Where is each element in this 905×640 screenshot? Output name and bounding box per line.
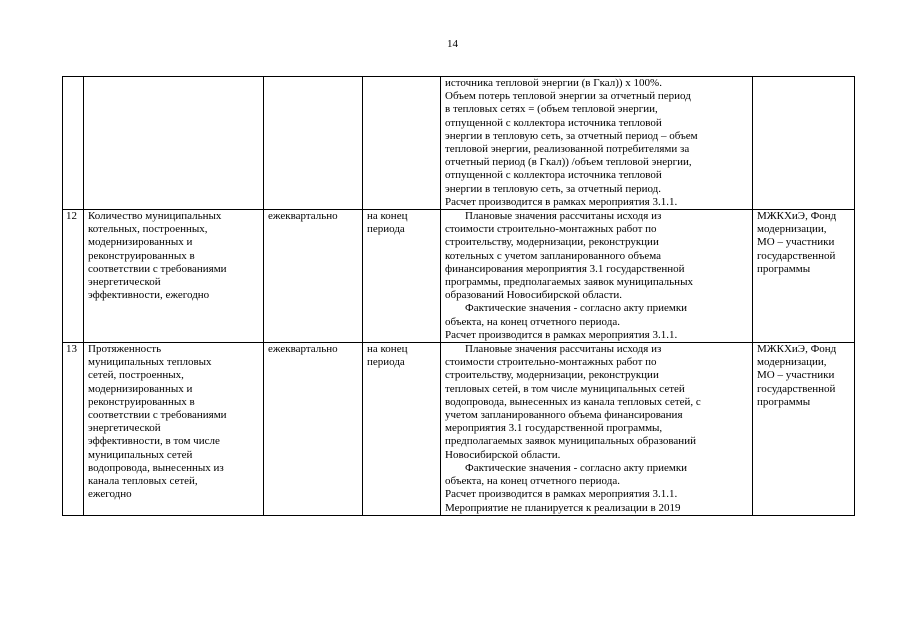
- method-cell-line: программы, предполагаемых заявок муниципальных: [445, 276, 693, 289]
- method-cell-line: Объем потерь тепловой энергии за отчетный период: [445, 90, 691, 103]
- method-cell: [441, 210, 753, 343]
- indicator-name-line: канала тепловых сетей,: [88, 475, 198, 488]
- row-number: 12: [63, 210, 84, 343]
- method-cell-line: объекта, на конец отчетного периода.: [445, 475, 620, 488]
- method-cell-line: Фактические значения - согласно акту приемки: [465, 302, 688, 315]
- responsible-cell-line: модернизации,: [757, 223, 827, 236]
- method-cell: [441, 343, 753, 516]
- responsible-cell-line: МО – участники: [757, 369, 835, 382]
- responsible-cell-line: программы: [757, 262, 811, 275]
- indicator-name-line: водопровода, вынесенных из: [88, 461, 224, 474]
- indicator-name: [84, 343, 264, 516]
- period-cell-line: периода: [367, 223, 405, 236]
- row-number: [63, 77, 84, 210]
- method-cell-line: котельных с учетом запланированного объема: [445, 249, 662, 262]
- method-cell-line: строительству, модернизации, реконструкции: [445, 236, 659, 249]
- indicator-name-line: соответствии с требованиями: [88, 262, 227, 275]
- method-cell: [441, 77, 753, 210]
- period-cell-line: на конец: [367, 343, 408, 356]
- period-cell-line: периода: [367, 356, 405, 369]
- period-cell: [363, 343, 441, 516]
- method-cell-line: объекта, на конец отчетного периода.: [445, 315, 620, 328]
- indicator-name-line: муниципальных тепловых: [88, 356, 212, 369]
- method-cell-line: стоимости строительно-монтажных работ по: [445, 356, 657, 369]
- method-cell-line: отчетный период (в Гкал)) /объем тепловой энергии,: [445, 156, 692, 169]
- method-cell-line: Новосибирской области.: [445, 448, 561, 461]
- indicator-name-line: Количество муниципальных: [88, 210, 222, 223]
- method-cell-line: стоимости строительно-монтажных работ по: [445, 223, 657, 236]
- method-cell-line: энергии в тепловую сеть, за отчетный период – объем: [445, 129, 698, 142]
- method-cell-line: Расчет производится в рамках мероприятия 3.1.1.: [445, 328, 678, 341]
- method-cell-line: Мероприятие не планируется к реализации в 2019: [445, 501, 681, 514]
- table-row: [63, 210, 855, 343]
- method-cell-line: Расчет производится в рамках мероприятия 3.1.1.: [445, 195, 678, 208]
- frequency-cell: [264, 77, 363, 210]
- indicator-name-line: муниципальных сетей: [88, 448, 193, 461]
- responsible-cell-line: государственной: [757, 382, 836, 395]
- responsible-cell: [753, 77, 855, 210]
- method-cell-line: учетом запланированного объема финансирования: [445, 409, 683, 422]
- indicator-name-line: модернизированных и: [88, 236, 193, 249]
- method-cell-line: Фактические значения - согласно акту приемки: [465, 461, 688, 474]
- method-cell-line: отпущенной с коллектора источника тепловой: [445, 116, 662, 129]
- period-cell-line: на конец: [367, 210, 408, 223]
- indicator-name-line: модернизированных и: [88, 382, 193, 395]
- method-cell-line: отпущенной с коллектора источника тепловой: [445, 169, 662, 182]
- method-cell-line: финансирования мероприятия 3.1 государственной: [445, 262, 685, 275]
- method-cell-line: энергии в тепловую сеть, за отчетный период.: [445, 182, 662, 195]
- method-cell-line: в тепловых сетях = (объем тепловой энергии,: [445, 103, 658, 116]
- indicator-name-line: реконструированных в: [88, 395, 195, 408]
- frequency-cell: ежеквартально: [264, 343, 363, 516]
- indicator-name-line: соответствии с требованиями: [88, 409, 227, 422]
- period-cell: [363, 77, 441, 210]
- page-number: 14: [447, 38, 458, 50]
- method-cell-line: образований Новосибирской области.: [445, 289, 623, 302]
- indicator-name-line: сетей, построенных,: [88, 369, 184, 382]
- indicator-name: [84, 210, 264, 343]
- responsible-cell: [753, 343, 855, 516]
- method-cell-line: Плановые значения рассчитаны исходя из: [465, 210, 662, 223]
- period-cell: [363, 210, 441, 343]
- responsible-cell-line: МЖКХиЭ, Фонд: [757, 210, 837, 223]
- method-cell-line: тепловой энергии, реализованной потребителями за: [445, 143, 690, 156]
- indicator-name-line: энергетической: [88, 422, 161, 435]
- method-cell-line: предполагаемых заявок муниципальных образований: [445, 435, 696, 448]
- responsible-cell: [753, 210, 855, 343]
- responsible-cell-line: МЖКХиЭ, Фонд: [757, 343, 837, 356]
- indicator-name-line: энергетической: [88, 276, 161, 289]
- indicator-name-line: эффективности, ежегодно: [88, 289, 210, 302]
- frequency-cell: ежеквартально: [264, 210, 363, 343]
- responsible-cell-line: МО – участники: [757, 236, 835, 249]
- indicator-name-line: реконструированных в: [88, 249, 195, 262]
- method-cell-line: мероприятия 3.1 государственной программы,: [445, 422, 663, 435]
- method-cell-line: тепловых сетей, в том числе муниципальных сетей: [445, 382, 685, 395]
- responsible-cell-line: модернизации,: [757, 356, 827, 369]
- indicator-name-line: Протяженность: [88, 343, 162, 356]
- method-cell-line: Плановые значения рассчитаны исходя из: [465, 343, 662, 356]
- indicators-table: [62, 76, 855, 516]
- method-cell-line: источника тепловой энергии (в Гкал)) х 100%.: [445, 77, 662, 89]
- method-cell-line: водопровода, вынесенных из канала тепловых сетей, с: [445, 395, 701, 408]
- table-row: [63, 77, 855, 210]
- table-row: [63, 343, 855, 516]
- responsible-cell-line: государственной: [757, 249, 836, 262]
- indicator-name-line: ежегодно: [88, 488, 132, 501]
- responsible-cell-line: программы: [757, 395, 811, 408]
- method-cell-line: строительству, модернизации, реконструкции: [445, 369, 659, 382]
- indicator-name-line: котельных, построенных,: [88, 223, 208, 236]
- method-cell-line: Расчет производится в рамках мероприятия 3.1.1.: [445, 488, 678, 501]
- row-number: 13: [63, 343, 84, 516]
- indicator-name: [84, 77, 264, 210]
- indicator-name-line: эффективности, в том числе: [88, 435, 220, 448]
